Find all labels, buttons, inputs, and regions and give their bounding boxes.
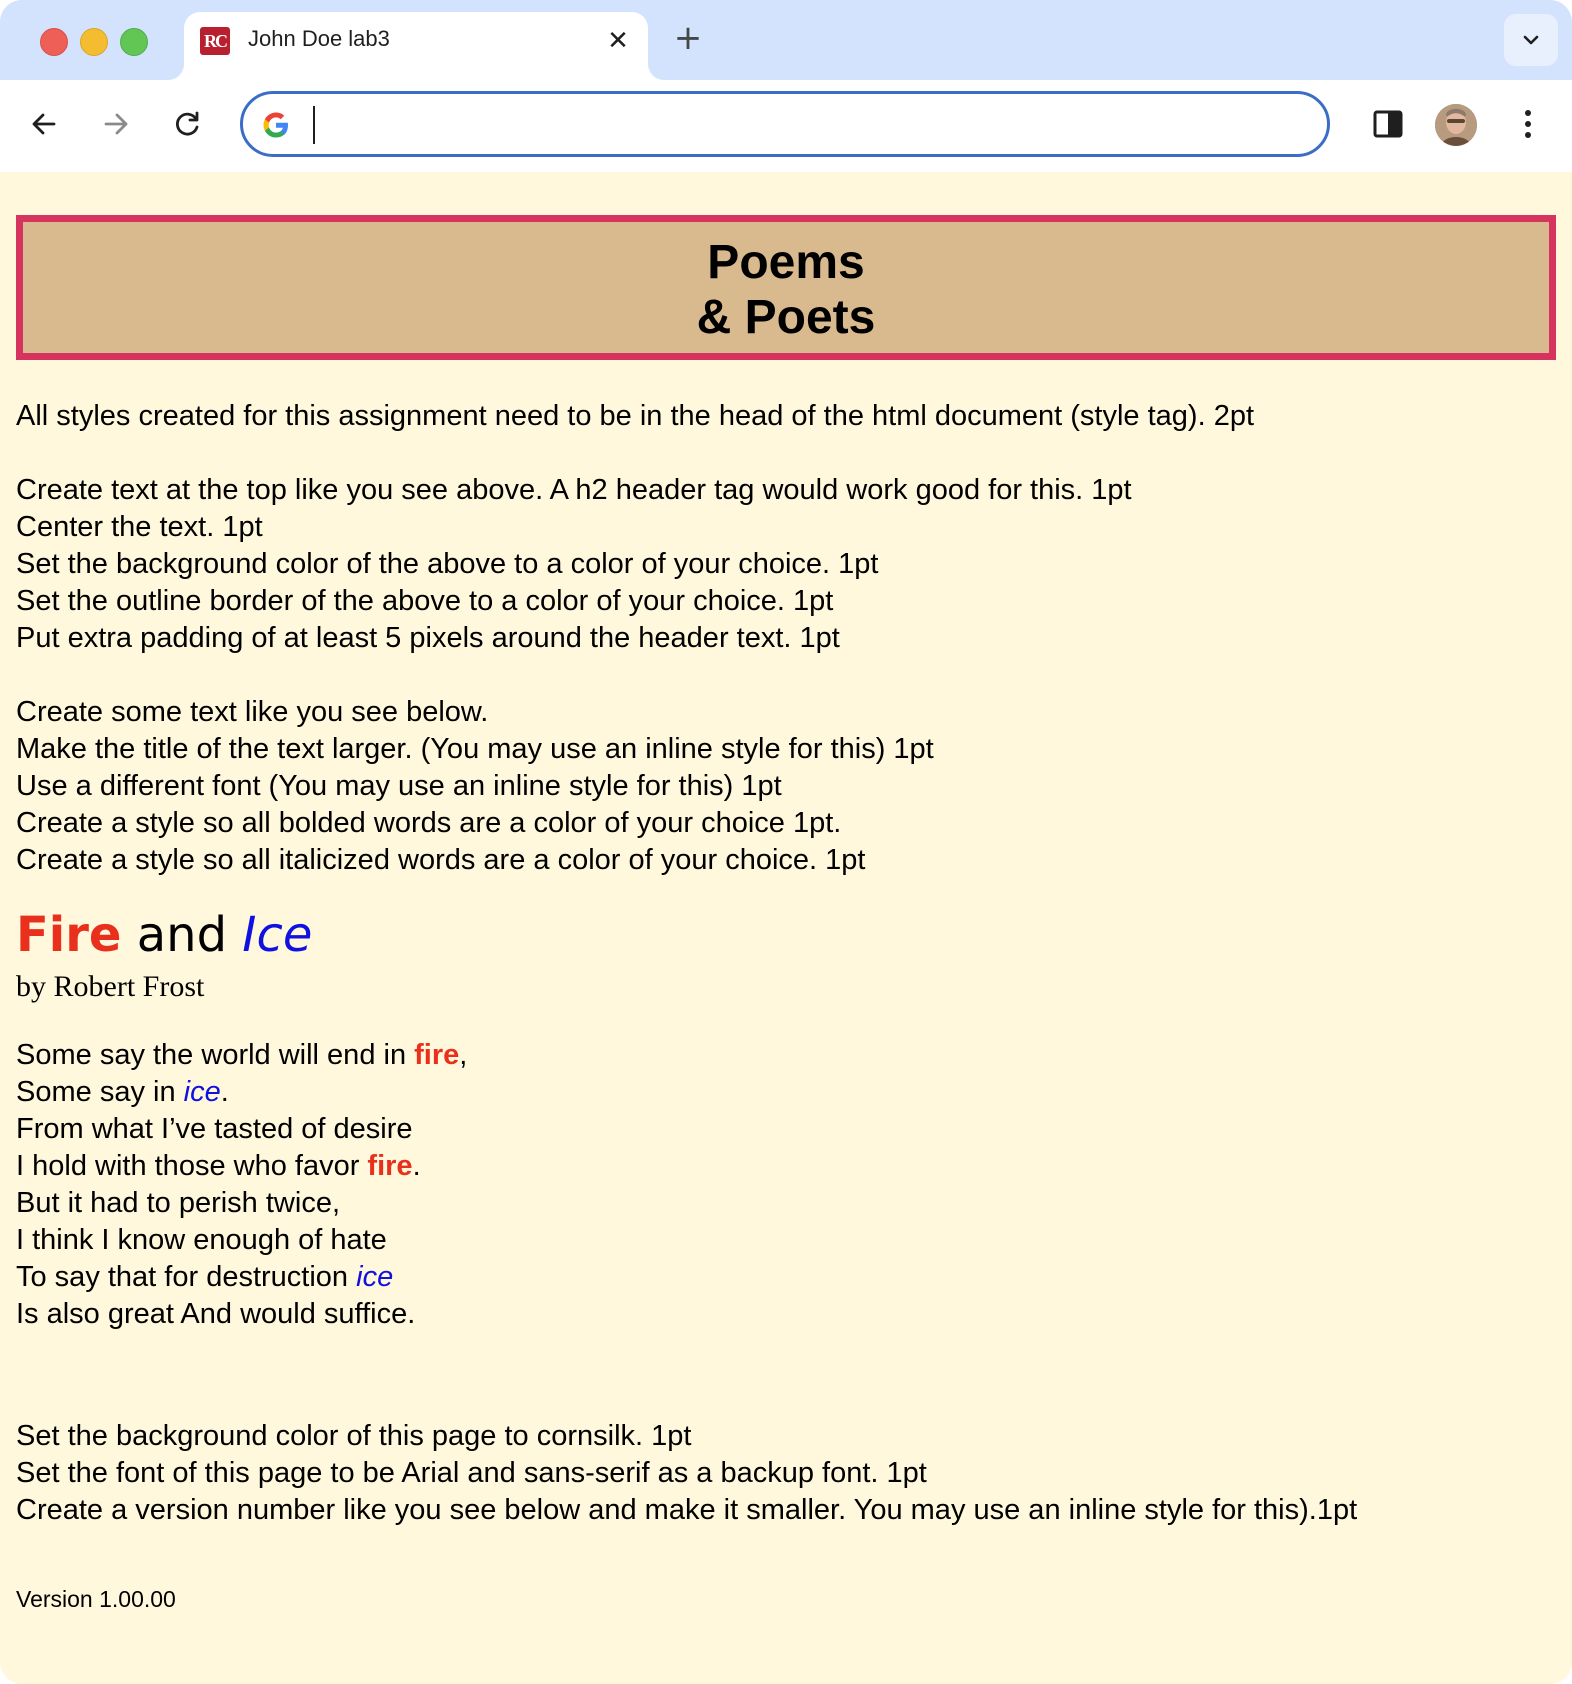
- address-bar[interactable]: [240, 91, 1330, 157]
- fire-word: fire: [367, 1150, 413, 1182]
- close-window-button[interactable]: [40, 28, 68, 56]
- header-line-1: Poems: [707, 236, 865, 289]
- poem-text: From what I’ve tasted of desire: [16, 1113, 413, 1145]
- reload-button[interactable]: [168, 104, 208, 144]
- poem-line: [16, 1222, 467, 1259]
- poem-line: [16, 1185, 467, 1222]
- ice-word: ice: [356, 1261, 394, 1293]
- task-line: Set the font of this page to be Arial and sans-serif as a backup font. 1pt: [16, 1457, 927, 1489]
- task-line: Put extra padding of at least 5 pixels around the header text. 1pt: [16, 622, 840, 654]
- poem-text: To say that for destruction: [16, 1261, 357, 1293]
- task-line: Create some text like you see below.: [16, 696, 489, 728]
- title-and: and: [121, 907, 243, 963]
- task-line: Set the outline border of the above to a color of your choice. 1pt: [16, 585, 834, 617]
- favicon-icon: RC: [200, 27, 230, 55]
- poem-line: [16, 1111, 467, 1148]
- poem-text: I think I know enough of hate: [16, 1224, 387, 1256]
- poem-punct: .: [412, 1150, 421, 1182]
- poem-line: [16, 1296, 467, 1333]
- profile-avatar[interactable]: [1435, 104, 1477, 146]
- task-line: Create text at the top like you see above. A h2 header tag would work good for this. 1pt: [16, 474, 1132, 506]
- back-button[interactable]: [24, 104, 64, 144]
- task-line: Set the background color of the above to a color of your choice. 1pt: [16, 548, 879, 580]
- tab-search-button[interactable]: [1504, 14, 1558, 66]
- poem-text: I hold with those who favor: [16, 1150, 368, 1182]
- minimize-window-button[interactable]: [80, 28, 108, 56]
- poem-body: [16, 1037, 467, 1333]
- version-label: Version 1.00.00: [16, 1586, 176, 1612]
- text-tasks: [16, 694, 934, 879]
- toolbar: [0, 80, 1572, 173]
- tab-strip: [0, 0, 1572, 80]
- avatar-image: [1435, 104, 1477, 146]
- task-line: Create a style so all bolded words are a color of your choice 1pt.: [16, 807, 842, 839]
- chevron-down-icon: [1521, 30, 1541, 50]
- new-tab-button[interactable]: +: [673, 18, 703, 58]
- poem-byline: by Robert Frost: [16, 970, 205, 1003]
- poem-punct: ,: [459, 1039, 468, 1071]
- title-fire: Fire: [16, 907, 122, 963]
- page-header: [16, 215, 1556, 360]
- maximize-window-button[interactable]: [120, 28, 148, 56]
- task-line: Create a version number like you see below and make it smaller. You may use an inline style for this).1pt: [16, 1494, 1358, 1526]
- tab-title: John Doe lab3: [248, 26, 390, 51]
- poem-line: [16, 1259, 467, 1296]
- page-tasks: [16, 1418, 1357, 1529]
- page-content: [0, 172, 1572, 1684]
- fire-word: fire: [414, 1039, 460, 1071]
- task-line: Make the title of the text larger. (You may use an inline style for this) 1pt: [16, 733, 934, 765]
- task-line: Create a style so all italicized words are a color of your choice. 1pt: [16, 844, 866, 876]
- tab-active[interactable]: [184, 12, 648, 80]
- poem-line: [16, 1148, 467, 1185]
- header-line-2: & Poets: [696, 291, 876, 344]
- arrow-left-icon: [30, 110, 58, 138]
- intro-text: All styles created for this assignment need to be in the head of the html document (style tag). 2pt: [16, 400, 1255, 432]
- poem-title: [16, 907, 312, 963]
- poem-text: Is also great And would suffice.: [16, 1298, 416, 1330]
- menu-button[interactable]: [1508, 104, 1548, 144]
- task-line: Center the text. 1pt: [16, 511, 263, 543]
- poem-line: [16, 1037, 467, 1074]
- more-vert-icon: [1522, 108, 1534, 140]
- tab-close-icon[interactable]: ✕: [607, 25, 629, 55]
- task-line: Use a different font (You may use an inline style for this) 1pt: [16, 770, 782, 802]
- header-tasks: [16, 472, 1132, 657]
- side-panel-icon: [1371, 107, 1405, 141]
- task-line: Set the background color of this page to cornsilk. 1pt: [16, 1420, 692, 1452]
- address-input[interactable]: [313, 106, 1303, 144]
- poem-text: Some say in: [16, 1076, 184, 1108]
- arrow-right-icon: [102, 110, 130, 138]
- forward-button[interactable]: [96, 104, 136, 144]
- poem-text: Some say the world will end in: [16, 1039, 415, 1071]
- reload-icon: [174, 110, 202, 138]
- google-icon: [261, 110, 291, 140]
- ice-word: ice: [183, 1076, 221, 1108]
- poem-line: [16, 1074, 467, 1111]
- side-panel-button[interactable]: [1368, 104, 1408, 144]
- poem-punct: .: [220, 1076, 229, 1108]
- title-ice: Ice: [242, 907, 313, 963]
- poem-text: But it had to perish twice,: [16, 1187, 340, 1219]
